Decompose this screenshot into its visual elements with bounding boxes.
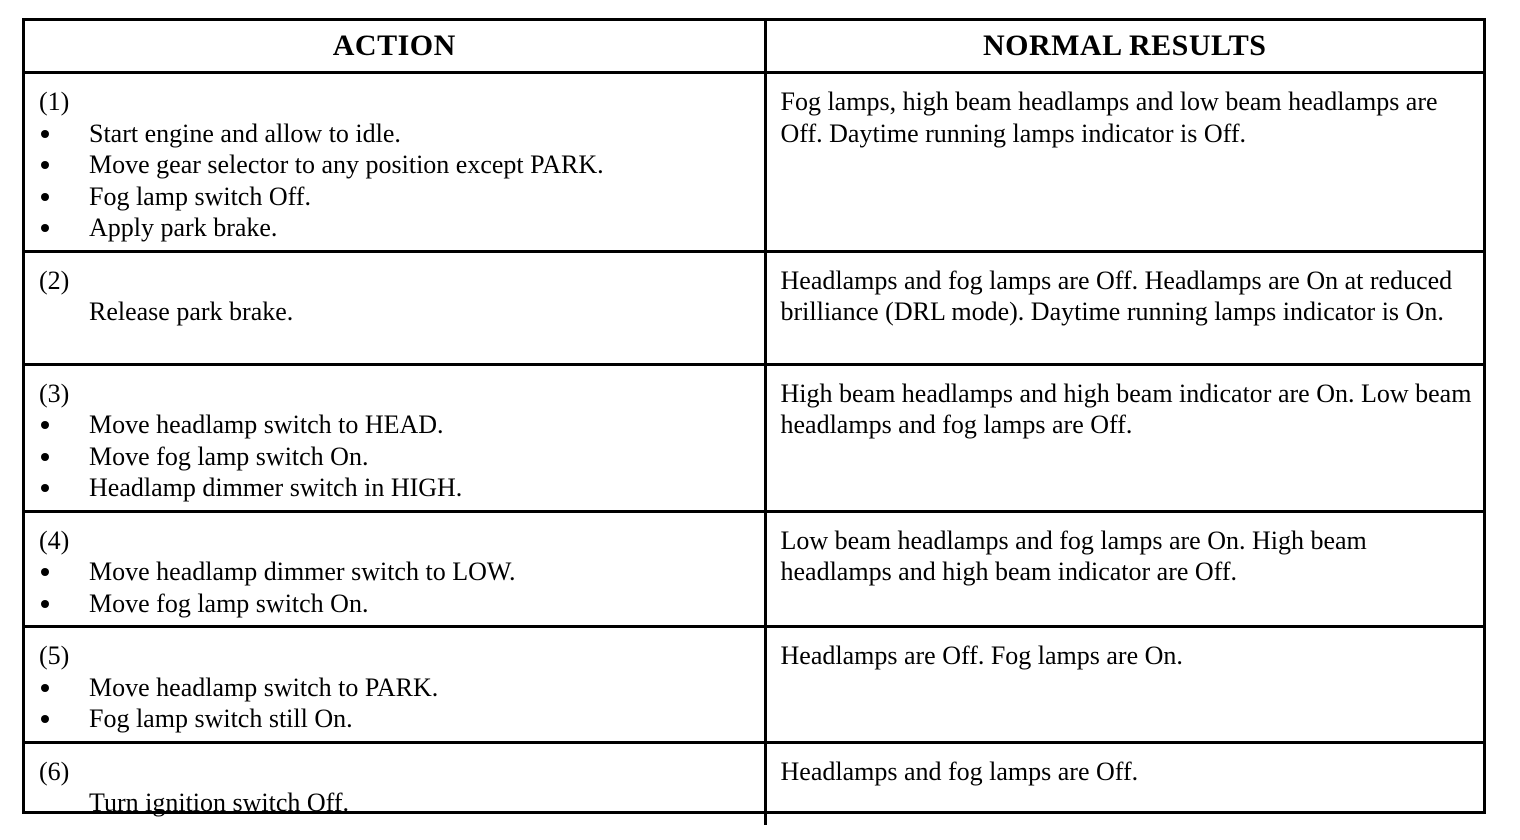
bullet-icon [41,684,49,692]
table-row [25,742,1483,825]
result-cell: Headlamps are Off. Fog lamps are On. [765,627,1483,743]
action-item: Move fog lamp switch On. [39,588,754,620]
header-normal-results: NORMAL RESULTS [765,21,1483,73]
result-cell: High beam headlamps and high beam indicator are On. Low beam headlamps and fog lamps are Off. [765,364,1483,511]
step-number: (6) [39,756,70,786]
action-cell [25,364,765,511]
step-number: (1) [39,87,70,116]
step-number: (3) [39,378,70,408]
header-action: ACTION [25,21,765,73]
action-list [39,409,754,504]
action-item: Fog lamp switch Off. [39,181,754,213]
action-item: Fog lamp switch still On. [39,703,754,735]
bullet-icon [41,193,49,201]
action-item: Move gear selector to any position except PARK. [39,149,754,181]
bullet-icon [41,453,49,461]
bullet-icon [41,224,49,232]
bullet-icon [41,484,49,492]
action-cell [25,511,765,627]
table-row [25,511,1483,627]
table-row [25,364,1483,511]
result-cell: Headlamps and fog lamps are Off. Headlamps are On at reduced brilliance (DRL mode). Daytime running lamps indicator is On. [765,251,1483,364]
result-cell: Low beam headlamps and fog lamps are On. High beam headlamps and high beam indicator are Off. [765,511,1483,627]
table-row [25,627,1483,743]
step-number: (4) [39,525,70,555]
action-item: Headlamp dimmer switch in HIGH. [39,472,754,504]
action-cell [25,73,765,252]
table-row [25,251,1483,364]
action-item: Apply park brake. [39,212,754,244]
procedure-table-frame [22,18,1486,817]
action-list [39,556,754,619]
step-number: (5) [39,641,70,670]
bullet-icon [41,130,49,138]
bullet-icon [41,600,49,608]
action-item: Move headlamp dimmer switch to LOW. [39,556,754,588]
action-cell [25,251,765,364]
bullet-icon [41,715,49,723]
action-list [39,118,754,244]
procedure-table [25,21,1483,825]
bullet-icon [41,161,49,169]
action-item: Move headlamp switch to HEAD. [39,409,754,441]
action-item: Start engine and allow to idle. [39,118,754,150]
action-item: Move headlamp switch to PARK. [39,672,754,704]
action-cell [25,742,765,825]
result-cell: Headlamps and fog lamps are Off. [765,742,1483,825]
step-number: (2) [39,265,70,295]
action-list [39,672,754,735]
action-text: Release park brake. [89,297,294,326]
bullet-icon [41,421,49,429]
bullet-icon [41,568,49,576]
result-cell: Fog lamps, high beam headlamps and low beam headlamps are Off. Daytime running lamps indicator is Off. [765,73,1483,252]
header-row [25,21,1483,73]
action-item: Move fog lamp switch On. [39,441,754,473]
table-row [25,73,1483,252]
action-text: Turn ignition switch Off. [89,788,350,817]
action-cell [25,627,765,743]
